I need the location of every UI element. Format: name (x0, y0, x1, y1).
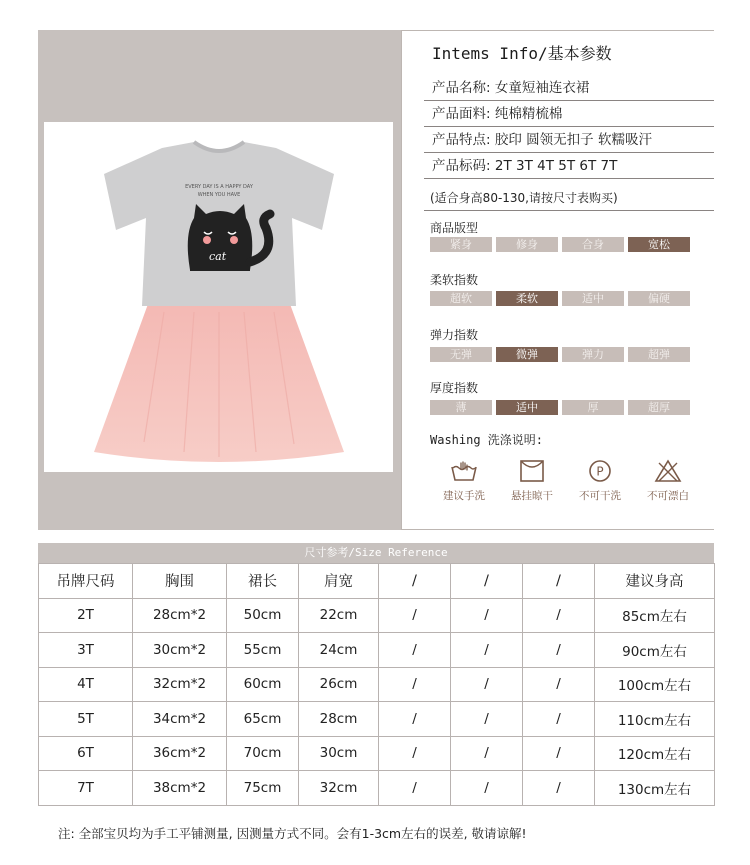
table-cell: 5T (39, 702, 133, 737)
spec-value: 胶印 圆领无扣子 软糯吸汗 (494, 132, 652, 148)
meter-elasticity (430, 347, 690, 362)
wash-label: 建议手洗 (443, 490, 485, 502)
table-cell: / (523, 633, 595, 668)
column-header: / (379, 564, 451, 599)
dress-illustration (44, 122, 393, 472)
table-cell: / (523, 667, 595, 702)
spec-label: 产品特点: (432, 132, 491, 148)
meter-title-thickness: 厚度指数 (430, 381, 479, 395)
svg-text:P: P (596, 464, 604, 479)
table-cell: 85cm左右 (595, 598, 715, 633)
meter-thickness (430, 400, 690, 415)
meter-option: 超厚 (628, 400, 690, 415)
table-cell: 6T (39, 736, 133, 771)
meter-option: 偏硬 (628, 291, 690, 306)
column-header: 胸围 (133, 564, 227, 599)
table-cell: / (379, 598, 451, 633)
table-row (39, 736, 715, 771)
table-cell: 32cm*2 (133, 667, 227, 702)
shirt-print-line2: WHEN YOU HAVE (197, 192, 241, 198)
hang-dry-icon (518, 459, 546, 483)
wash-no-bleach (634, 459, 702, 503)
table-cell: 110cm左右 (595, 702, 715, 737)
table-cell: / (451, 633, 523, 668)
product-photo (44, 122, 393, 472)
washing-title: Washing 洗涤说明: (430, 433, 544, 447)
wash-label: 悬挂晾干 (511, 490, 553, 502)
meter-option-selected: 微弹 (496, 347, 558, 362)
table-cell: / (379, 771, 451, 806)
spec-value: 纯棉精梳棉 (494, 106, 563, 122)
table-cell: 28cm (299, 702, 379, 737)
meter-option: 超软 (430, 291, 492, 306)
spec-sizes (424, 153, 714, 179)
meter-option: 适中 (562, 291, 624, 306)
wash-hand (430, 459, 498, 503)
table-cell: / (379, 667, 451, 702)
table-cell: 100cm左右 (595, 667, 715, 702)
table-cell: / (451, 736, 523, 771)
table-cell: / (523, 702, 595, 737)
table-cell: 36cm*2 (133, 736, 227, 771)
meter-title-elasticity: 弹力指数 (430, 328, 479, 342)
table-cell: 65cm (227, 702, 299, 737)
meter-option-selected: 宽松 (628, 237, 690, 252)
meter-option: 紧身 (430, 237, 492, 252)
meter-option: 薄 (430, 400, 492, 415)
washing-instructions (430, 459, 702, 503)
size-table-title: 尺寸参考/Size Reference (38, 543, 714, 563)
column-header: 裙长 (227, 564, 299, 599)
meter-option: 弹力 (562, 347, 624, 362)
spec-value: 女童短袖连衣裙 (494, 80, 590, 96)
column-header: / (451, 564, 523, 599)
size-table (38, 563, 715, 806)
product-specs (401, 30, 714, 530)
product-info-panel (38, 30, 714, 530)
table-cell: 2T (39, 598, 133, 633)
column-header: 肩宽 (299, 564, 379, 599)
table-cell: 130cm左右 (595, 771, 715, 806)
table-cell: 60cm (227, 667, 299, 702)
table-cell: 4T (39, 667, 133, 702)
meter-option: 合身 (562, 237, 624, 252)
table-header-row (39, 564, 715, 599)
shirt-print-word: cat (209, 250, 227, 263)
table-cell: 70cm (227, 736, 299, 771)
table-cell: 50cm (227, 598, 299, 633)
shirt-print-line1: EVERY DAY IS A HAPPY DAY (185, 184, 253, 190)
hand-wash-icon (450, 459, 478, 483)
table-cell: / (523, 598, 595, 633)
table-cell: 34cm*2 (133, 702, 227, 737)
table-row (39, 771, 715, 806)
table-cell: 22cm (299, 598, 379, 633)
meter-option-selected: 适中 (496, 400, 558, 415)
table-cell: / (451, 598, 523, 633)
table-cell: / (451, 702, 523, 737)
meter-softness (430, 291, 690, 306)
table-cell: / (451, 667, 523, 702)
table-cell: 75cm (227, 771, 299, 806)
no-dry-clean-icon (586, 459, 614, 483)
meter-option: 修身 (496, 237, 558, 252)
meter-option: 超弹 (628, 347, 690, 362)
meter-option-selected: 柔软 (496, 291, 558, 306)
no-bleach-icon (654, 459, 682, 483)
table-cell: 32cm (299, 771, 379, 806)
table-cell: 30cm (299, 736, 379, 771)
size-reference (38, 543, 714, 806)
table-cell: / (451, 771, 523, 806)
table-row (39, 667, 715, 702)
measurement-footnote: 注: 全部宝贝均为手工平铺测量, 因测量方式不同。会有1-3cm左右的误差, 敬请谅解! (58, 826, 527, 841)
table-cell: 90cm左右 (595, 633, 715, 668)
table-row (39, 702, 715, 737)
column-header: / (523, 564, 595, 599)
column-header: 吊牌尺码 (39, 564, 133, 599)
table-cell: 7T (39, 771, 133, 806)
wash-hang (498, 459, 566, 503)
spec-label: 产品标码: (432, 158, 491, 174)
wash-label: 不可干洗 (579, 490, 621, 502)
table-cell: 120cm左右 (595, 736, 715, 771)
table-cell: / (379, 736, 451, 771)
meter-title-softness: 柔软指数 (430, 273, 479, 287)
wash-no-dryclean (566, 459, 634, 503)
table-cell: / (379, 702, 451, 737)
table-cell: / (523, 736, 595, 771)
table-row (39, 598, 715, 633)
table-cell: 24cm (299, 633, 379, 668)
meter-fit (430, 237, 690, 252)
table-cell: 3T (39, 633, 133, 668)
table-cell: 26cm (299, 667, 379, 702)
column-header: 建议身高 (595, 564, 715, 599)
fit-note: (适合身高80-130,请按尺寸表购买) (424, 185, 714, 211)
wash-label: 不可漂白 (647, 490, 689, 502)
spec-fabric (424, 101, 714, 127)
spec-features (424, 127, 714, 153)
spec-name (424, 75, 714, 101)
table-cell: / (379, 633, 451, 668)
spec-label: 产品面料: (432, 106, 491, 122)
table-cell: 55cm (227, 633, 299, 668)
meter-option: 厚 (562, 400, 624, 415)
table-cell: 30cm*2 (133, 633, 227, 668)
meter-option: 无弹 (430, 347, 492, 362)
spec-value: 2T 3T 4T 5T 6T 7T (494, 158, 618, 174)
table-cell: / (523, 771, 595, 806)
table-cell: 38cm*2 (133, 771, 227, 806)
spec-label: 产品名称: (432, 80, 491, 96)
table-row (39, 633, 715, 668)
info-title: Intems Info/基本参数 (432, 44, 612, 63)
meter-title-fit: 商品版型 (430, 221, 479, 235)
table-cell: 28cm*2 (133, 598, 227, 633)
